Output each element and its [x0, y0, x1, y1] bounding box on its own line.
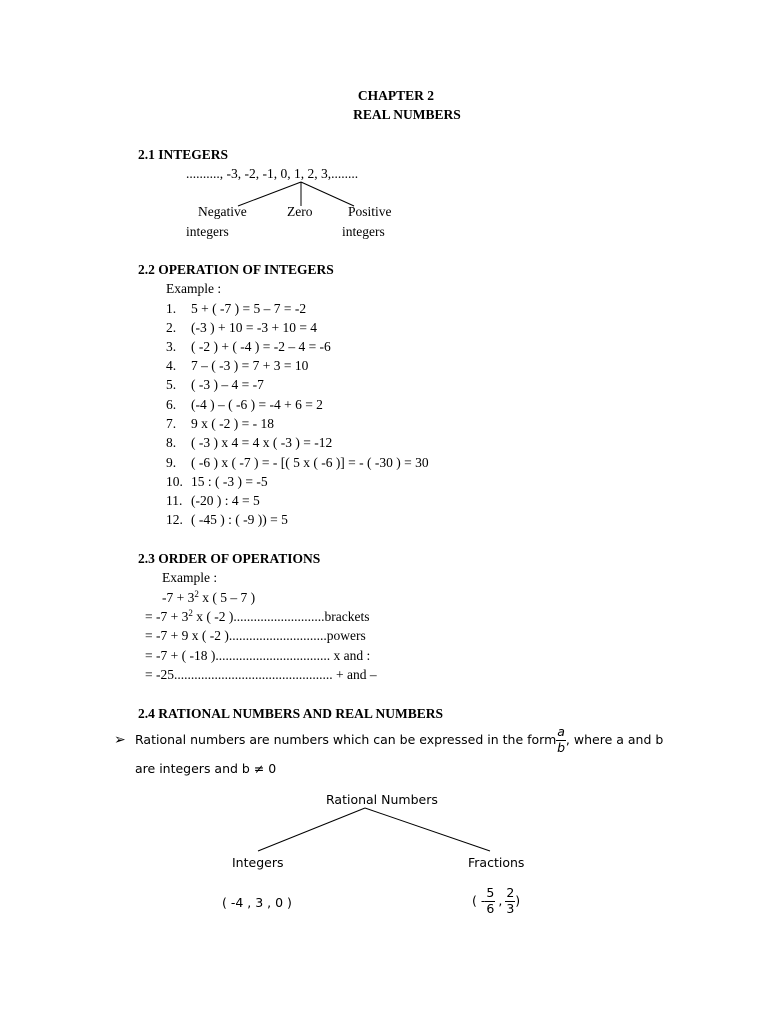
exponent: 2	[188, 608, 193, 618]
list-item-number: 1.	[166, 301, 177, 316]
label-zero: Zero	[287, 204, 313, 219]
list-item: ( -45 ) : ( -9 )) = 5	[191, 512, 288, 527]
list-item: 5 + ( -7 ) = 5 – 7 = -2	[191, 301, 307, 316]
list-item: ( -3 ) – 4 = -7	[191, 377, 264, 392]
fraction-numerator: 5	[486, 885, 495, 900]
list-item-number: 7.	[166, 416, 177, 431]
list-item-number: 8.	[166, 435, 177, 450]
label-negative: Negative	[198, 204, 247, 219]
list-item-number: 6.	[166, 397, 177, 412]
bullet-arrow-icon: ➢	[114, 733, 126, 748]
fraction-five-sixths	[485, 887, 495, 915]
comma: ,	[498, 892, 503, 908]
label-positive-integers: integers	[342, 224, 385, 239]
list-item: ( -2 ) + ( -4 ) = -2 – 4 = -6	[191, 339, 331, 354]
list-item: 7 – ( -3 ) = 7 + 3 = 10	[191, 358, 309, 373]
fraction-numerator: a	[557, 724, 565, 739]
list-item: 15 : ( -3 ) = -5	[191, 474, 268, 489]
step-label-powers: powers	[326, 628, 366, 643]
branch-fractions	[365, 808, 490, 851]
label-positive: Positive	[348, 204, 392, 219]
expr-text: x ( 5 – 7 )	[198, 590, 256, 605]
tree-node-fractions: Fractions	[468, 855, 525, 870]
list-item: (-20 ) : 4 = 5	[191, 493, 260, 508]
step-label-brackets: brackets	[324, 609, 370, 624]
list-item-number: 5.	[166, 377, 177, 392]
expr-text: = -7 + 9 x ( -2 ).............................	[145, 628, 327, 643]
list-item: ( -3 ) x 4 = 4 x ( -3 ) = -12	[191, 435, 333, 450]
chapter-number: CHAPTER 2	[357, 88, 435, 103]
branch-positive	[301, 182, 354, 206]
example-label: Example :	[166, 281, 222, 296]
section-heading-integers: 2.1 INTEGERS	[138, 147, 229, 162]
branch-integers	[258, 808, 365, 851]
chapter-title: REAL NUMBERS	[353, 107, 461, 122]
expr-text: = -7 + 3	[145, 609, 189, 624]
rational-definition	[135, 726, 663, 754]
order-line-2	[145, 629, 366, 643]
list-item: (-4 ) – ( -6 ) = -4 + 6 = 2	[191, 397, 323, 412]
list-item-number: 11.	[166, 493, 183, 508]
order-line-4	[145, 668, 377, 682]
label-negative-integers: integers	[186, 224, 229, 239]
exponent: 2	[194, 589, 199, 599]
list-item: ( -6 ) x ( -7 ) = - [( 5 x ( -6 )] = - ( -30 ) = 30	[191, 455, 429, 470]
paren-open: ( -	[472, 892, 486, 908]
expr-text: = -25...............................................	[145, 667, 333, 682]
fraction-two-thirds	[505, 887, 515, 915]
section-heading-order: 2.3 ORDER OF OPERATIONS	[138, 551, 321, 566]
branch-negative	[238, 182, 301, 206]
tree-node-integers: Integers	[232, 855, 284, 870]
paren-close: )	[515, 892, 521, 908]
list-item: 9 x ( -2 ) = - 18	[191, 416, 274, 431]
list-item-number: 3.	[166, 339, 177, 354]
order-line-0	[162, 591, 255, 605]
order-line-1	[145, 610, 369, 624]
definition-text: Rational numbers are numbers which can be expressed in the form	[135, 731, 557, 747]
list-item-number: 10.	[166, 474, 183, 489]
section-heading-rational: 2.4 RATIONAL NUMBERS AND REAL NUMBERS	[138, 706, 444, 721]
definition-continuation: are integers and b ≠ 0	[135, 761, 277, 776]
list-item: (-3 ) + 10 = -3 + 10 = 4	[191, 320, 318, 335]
fraction-denominator: 3	[506, 900, 515, 916]
integers-example: ( -4 , 3 , 0 )	[222, 895, 292, 910]
step-label-add-subtract: + and –	[332, 667, 377, 682]
integer-sequence: .........., -3, -2, -1, 0, 1, 2, 3,........	[186, 166, 359, 181]
fraction-denominator: 6	[486, 900, 495, 916]
list-item-number: 2.	[166, 320, 177, 335]
expr-text: x ( -2 )...........................	[192, 609, 325, 624]
list-item-number: 12.	[166, 512, 183, 527]
definition-text: , where a and b	[565, 731, 664, 747]
expr-text: = -7 + ( -18 )..................................	[145, 648, 331, 663]
fraction-numerator: 2	[506, 885, 515, 900]
tree-root-rational-numbers: Rational Numbers	[326, 792, 438, 807]
example-label: Example :	[162, 570, 218, 585]
fraction-a-over-b	[556, 726, 566, 754]
fraction-denominator: b	[557, 739, 566, 755]
list-item-number: 9.	[166, 455, 177, 470]
list-item-number: 4.	[166, 358, 177, 373]
order-line-3	[145, 649, 370, 663]
fractions-example	[472, 887, 520, 915]
section-heading-operation: 2.2 OPERATION OF INTEGERS	[138, 262, 334, 277]
expr-text: -7 + 3	[162, 590, 195, 605]
step-label-multiply-divide: x and :	[330, 648, 371, 663]
